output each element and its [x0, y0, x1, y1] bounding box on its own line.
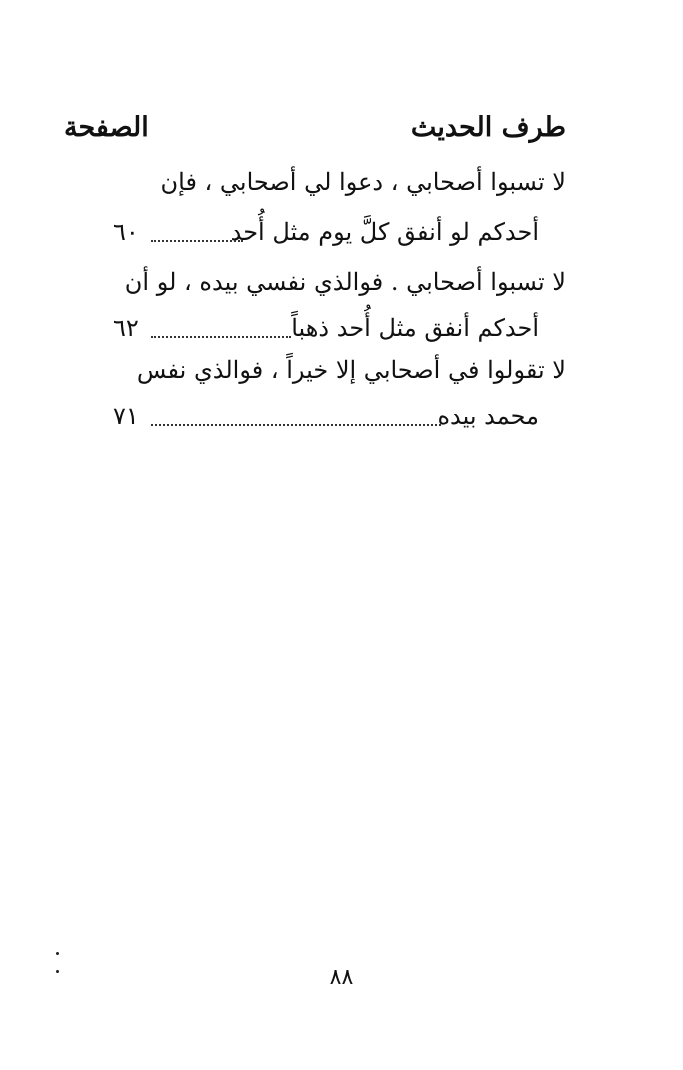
- entry-2-page-number: ٦٢: [113, 314, 139, 342]
- entry-1-text: أحدكم لو أنفق كلَّ يوم مثل أُحد: [230, 218, 539, 246]
- entry-2-line-1: لا تسبوا أصحابي . فوالذي نفسي بيده ، لو أن: [124, 268, 566, 296]
- entry-3-text: محمد بيده: [437, 402, 539, 430]
- entry-3-page-number: ٧١: [113, 402, 139, 430]
- scan-speck: [56, 970, 59, 973]
- entry-2-text: أحدكم أنفق مثل أُحد ذهباً: [291, 314, 539, 342]
- entry-2-leader-dots: [151, 336, 291, 338]
- entry-1-page-number: ٦٠: [113, 218, 139, 246]
- entry-1-line-1: لا تسبوا أصحابي ، دعوا لي أصحابي ، فإن: [160, 168, 566, 196]
- entry-3-line-2: [113, 402, 539, 442]
- scan-speck: [56, 952, 59, 955]
- entry-3-leader-dots: [151, 424, 441, 426]
- entry-1-line-2: [113, 218, 539, 258]
- entry-1-leader-dots: [151, 240, 243, 242]
- entry-3-line-1: لا تقولوا في أصحابي إلا خيراً ، فوالذي نفس: [136, 356, 566, 384]
- footer-page-number: ٨٨: [329, 965, 354, 990]
- column-header-page: الصفحة: [64, 112, 149, 143]
- entry-2-line-2: [113, 314, 539, 354]
- column-header-hadith: طرف الحديث: [410, 112, 566, 143]
